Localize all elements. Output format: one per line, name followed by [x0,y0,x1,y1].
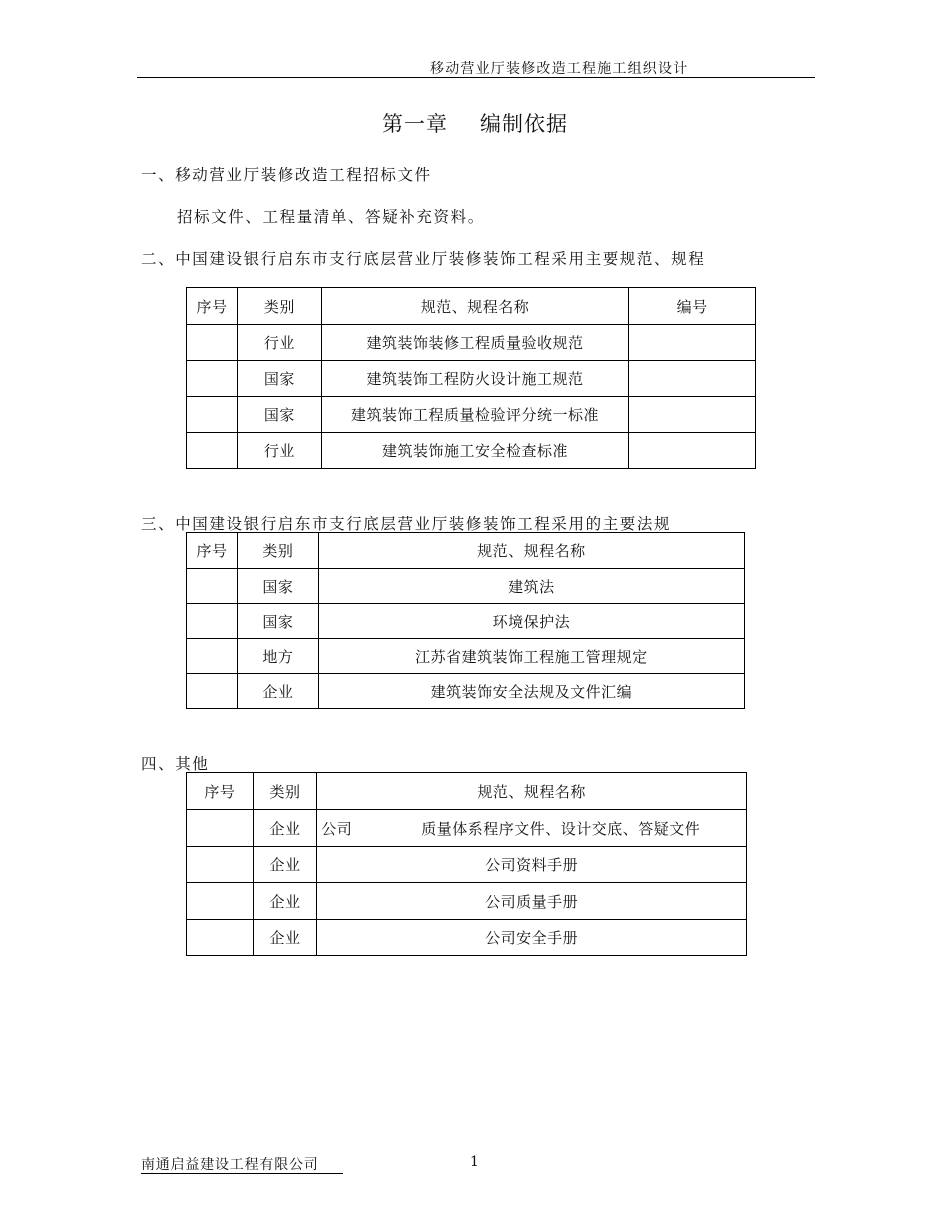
table-row [187,883,747,920]
row-name: 公司资料手册 [317,847,747,883]
regulations-table [186,532,745,709]
chapter-heading [0,108,950,138]
table-row [187,325,756,361]
row-name: 建筑装饰施工安全检查标准 [321,433,628,469]
row-name: 建筑装饰安全法规及文件汇编 [318,674,744,709]
chapter-number: 第一章 [382,112,448,136]
row-name: 建筑法 [318,569,744,604]
row-name: 质量体系程序文件、设计交底、答疑文件 [421,819,701,838]
col-header: 编号 [629,288,756,325]
table-row [187,569,745,604]
row-name: 公司安全手册 [317,920,747,956]
table-row [187,604,745,639]
row-category: 企业 [253,847,317,883]
col-header: 规范、规程名称 [321,288,628,325]
col-header: 类别 [253,773,317,810]
table-row [187,847,747,883]
row-number [187,325,238,361]
row-number [187,847,254,883]
row-code [629,325,756,361]
row-code [629,361,756,397]
section3-heading: 三、中国建设银行启东市支行底层营业厅装修装饰工程采用的主要法规 [141,515,672,533]
row-name: 建筑装饰工程防火设计施工规范 [321,361,628,397]
row-category: 企业 [237,674,318,709]
row-number [187,569,238,604]
col-header: 规范、规程名称 [317,773,747,810]
row-code [629,397,756,433]
row-name-cell [317,810,747,847]
col-header: 序号 [187,533,238,569]
row-category: 国家 [237,397,321,433]
row-number [187,433,238,469]
col-header: 类别 [237,533,318,569]
row-number [187,397,238,433]
footer-company: 南通启益建设工程有限公司 [141,1157,319,1173]
row-category: 企业 [253,920,317,956]
table-header-row [187,773,747,810]
row-name: 环境保护法 [318,604,744,639]
row-number [187,361,238,397]
col-header: 序号 [187,288,238,325]
col-header: 类别 [237,288,321,325]
table-header-row [187,533,745,569]
row-number [187,883,254,920]
row-category: 国家 [237,604,318,639]
section2-heading: 二、中国建设银行启东市支行底层营业厅装修装饰工程采用主要规范、规程 [141,250,706,268]
col-header: 规范、规程名称 [318,533,744,569]
row-category: 地方 [237,639,318,674]
page-number: 1 [470,1154,479,1170]
other-docs-table [186,772,747,956]
table-row [187,361,756,397]
row-category: 企业 [253,883,317,920]
row-number [187,920,254,956]
row-code [629,433,756,469]
running-header: 移动营业厅装修改造工程施工组织设计 [430,61,689,77]
table-header-row [187,288,756,325]
row-category: 国家 [237,361,321,397]
header-rule [137,77,815,78]
row-name: 建筑装饰工程质量检验评分统一标准 [321,397,628,433]
row-category: 行业 [237,325,321,361]
table-row [187,433,756,469]
row-category: 国家 [237,569,318,604]
chapter-title: 编制依据 [480,112,568,136]
table-row [187,639,745,674]
table-row [187,674,745,709]
row-number [187,639,238,674]
row-number [187,810,254,847]
table-row [187,810,747,847]
row-name: 江苏省建筑装饰工程施工管理规定 [318,639,744,674]
section4-heading: 四、其他 [141,755,210,773]
row-number [187,674,238,709]
section1-heading: 一、移动营业厅装修改造工程招标文件 [141,166,432,184]
row-category: 行业 [237,433,321,469]
row-name: 公司质量手册 [317,883,747,920]
section1-body: 招标文件、工程量清单、答疑补充资料。 [177,208,485,226]
col-header: 序号 [187,773,254,810]
row-name: 建筑装饰装修工程质量验收规范 [321,325,628,361]
table-row [187,920,747,956]
table-row [187,397,756,433]
row-category: 企业 [253,810,317,847]
footer-underline [141,1173,343,1174]
standards-table [186,287,756,469]
row-number [187,604,238,639]
row-prefix: 公司 [321,819,353,838]
